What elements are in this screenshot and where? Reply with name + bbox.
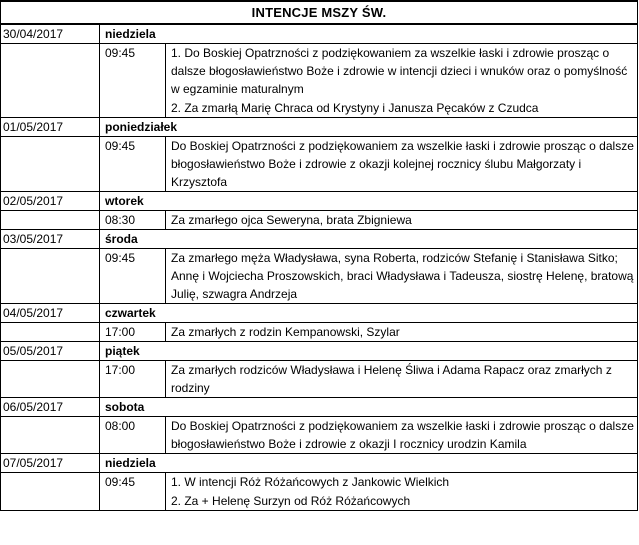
empty-date-cell bbox=[1, 137, 100, 192]
mass-row bbox=[1, 417, 638, 454]
day-name: piątek bbox=[100, 342, 638, 361]
empty-date-cell bbox=[1, 473, 100, 511]
day-date: 30/04/2017 bbox=[1, 25, 100, 44]
day-name: poniedziałek bbox=[100, 118, 638, 137]
intention-text: Za zmarłych rodziców Władysława i Helenę Śliwa i Adama Rapacz oraz zmarłych z rodziny bbox=[171, 363, 612, 395]
day-date: 04/05/2017 bbox=[1, 304, 100, 323]
mass-row bbox=[1, 211, 638, 230]
mass-intentions bbox=[166, 417, 638, 454]
mass-time: 09:45 bbox=[100, 473, 166, 511]
mass-time: 08:30 bbox=[100, 211, 166, 230]
day-name: niedziela bbox=[100, 25, 638, 44]
day-date: 07/05/2017 bbox=[1, 454, 100, 473]
page-title: INTENCJE MSZY ŚW. bbox=[0, 0, 638, 24]
intention-text: Do Boskiej Opatrzności z podziękowaniem za wszelkie łaski i zdrowie prosząc o dalsze błogosławieństwo Boże i zdrowie z okazji I rocznicy urodzin Kamila bbox=[171, 419, 634, 451]
empty-date-cell bbox=[1, 361, 100, 398]
empty-date-cell bbox=[1, 417, 100, 454]
day-date: 05/05/2017 bbox=[1, 342, 100, 361]
day-name: wtorek bbox=[100, 192, 638, 211]
intentions-table bbox=[0, 24, 638, 511]
mass-intentions bbox=[166, 44, 638, 118]
mass-time: 17:00 bbox=[100, 323, 166, 342]
mass-row bbox=[1, 249, 638, 304]
mass-intentions bbox=[166, 361, 638, 398]
mass-row bbox=[1, 137, 638, 192]
day-date: 03/05/2017 bbox=[1, 230, 100, 249]
intention-text: 1. W intencji Róż Różańcowych z Jankowic Wielkich bbox=[171, 475, 450, 489]
day-date: 06/05/2017 bbox=[1, 398, 100, 417]
day-header-row bbox=[1, 192, 638, 211]
intention-text: Za zmarłego ojca Seweryna, brata Zbigniewa bbox=[171, 213, 412, 227]
day-name: sobota bbox=[100, 398, 638, 417]
intention-text: 2. Za + Helenę Surzyn od Róż Różańcowych bbox=[171, 494, 411, 508]
mass-time: 09:45 bbox=[100, 44, 166, 118]
day-header-row bbox=[1, 342, 638, 361]
mass-intentions bbox=[166, 473, 638, 511]
day-name: środa bbox=[100, 230, 638, 249]
day-header-row bbox=[1, 454, 638, 473]
mass-time: 09:45 bbox=[100, 137, 166, 192]
mass-row bbox=[1, 44, 638, 118]
intention-text: Do Boskiej Opatrzności z podziękowaniem za wszelkie łaski i zdrowie prosząc o dalsze błogosławieństwo Boże i zdrowie z okazji kolejnej rocznicy ślubu Małgorzaty i Krzysztofa bbox=[171, 139, 634, 189]
day-date: 02/05/2017 bbox=[1, 192, 100, 211]
mass-intentions bbox=[166, 211, 638, 230]
empty-date-cell bbox=[1, 44, 100, 118]
day-header-row bbox=[1, 118, 638, 137]
intentions-table-body bbox=[1, 25, 638, 511]
mass-time: 17:00 bbox=[100, 361, 166, 398]
mass-intentions bbox=[166, 323, 638, 342]
mass-row bbox=[1, 473, 638, 511]
empty-date-cell bbox=[1, 323, 100, 342]
mass-row bbox=[1, 361, 638, 398]
mass-time: 09:45 bbox=[100, 249, 166, 304]
day-header-row bbox=[1, 230, 638, 249]
day-header-row bbox=[1, 398, 638, 417]
day-date: 01/05/2017 bbox=[1, 118, 100, 137]
mass-intentions bbox=[166, 249, 638, 304]
intention-text: Za zmarłych z rodzin Kempanowski, Szylar bbox=[171, 325, 400, 339]
empty-date-cell bbox=[1, 211, 100, 230]
intention-text: 1. Do Boskiej Opatrzności z podziękowaniem za wszelkie łaski i zdrowie prosząc o dalsze błogosławieństwo Boże i zdrowie w intencji dzieci i wnuków oraz o pomyślność w egzaminie maturalnym bbox=[171, 46, 628, 96]
mass-time: 08:00 bbox=[100, 417, 166, 454]
mass-intentions bbox=[166, 137, 638, 192]
mass-row bbox=[1, 323, 638, 342]
intention-text: 2. Za zmarłą Marię Chraca od Krystyny i Janusza Pęcaków z Czudca bbox=[171, 101, 539, 115]
intention-text: Za zmarłego męża Władysława, syna Roberta, rodziców Stefanię i Stanisława Sitko; Annę i Wojciecha Proszowskich, braci Władysława i Tadeusza, siostrę Helenę, bratową Julię, szwagra Andrzeja bbox=[171, 251, 634, 301]
day-header-row bbox=[1, 25, 638, 44]
empty-date-cell bbox=[1, 249, 100, 304]
day-name: czwartek bbox=[100, 304, 638, 323]
day-header-row bbox=[1, 304, 638, 323]
day-name: niedziela bbox=[100, 454, 638, 473]
